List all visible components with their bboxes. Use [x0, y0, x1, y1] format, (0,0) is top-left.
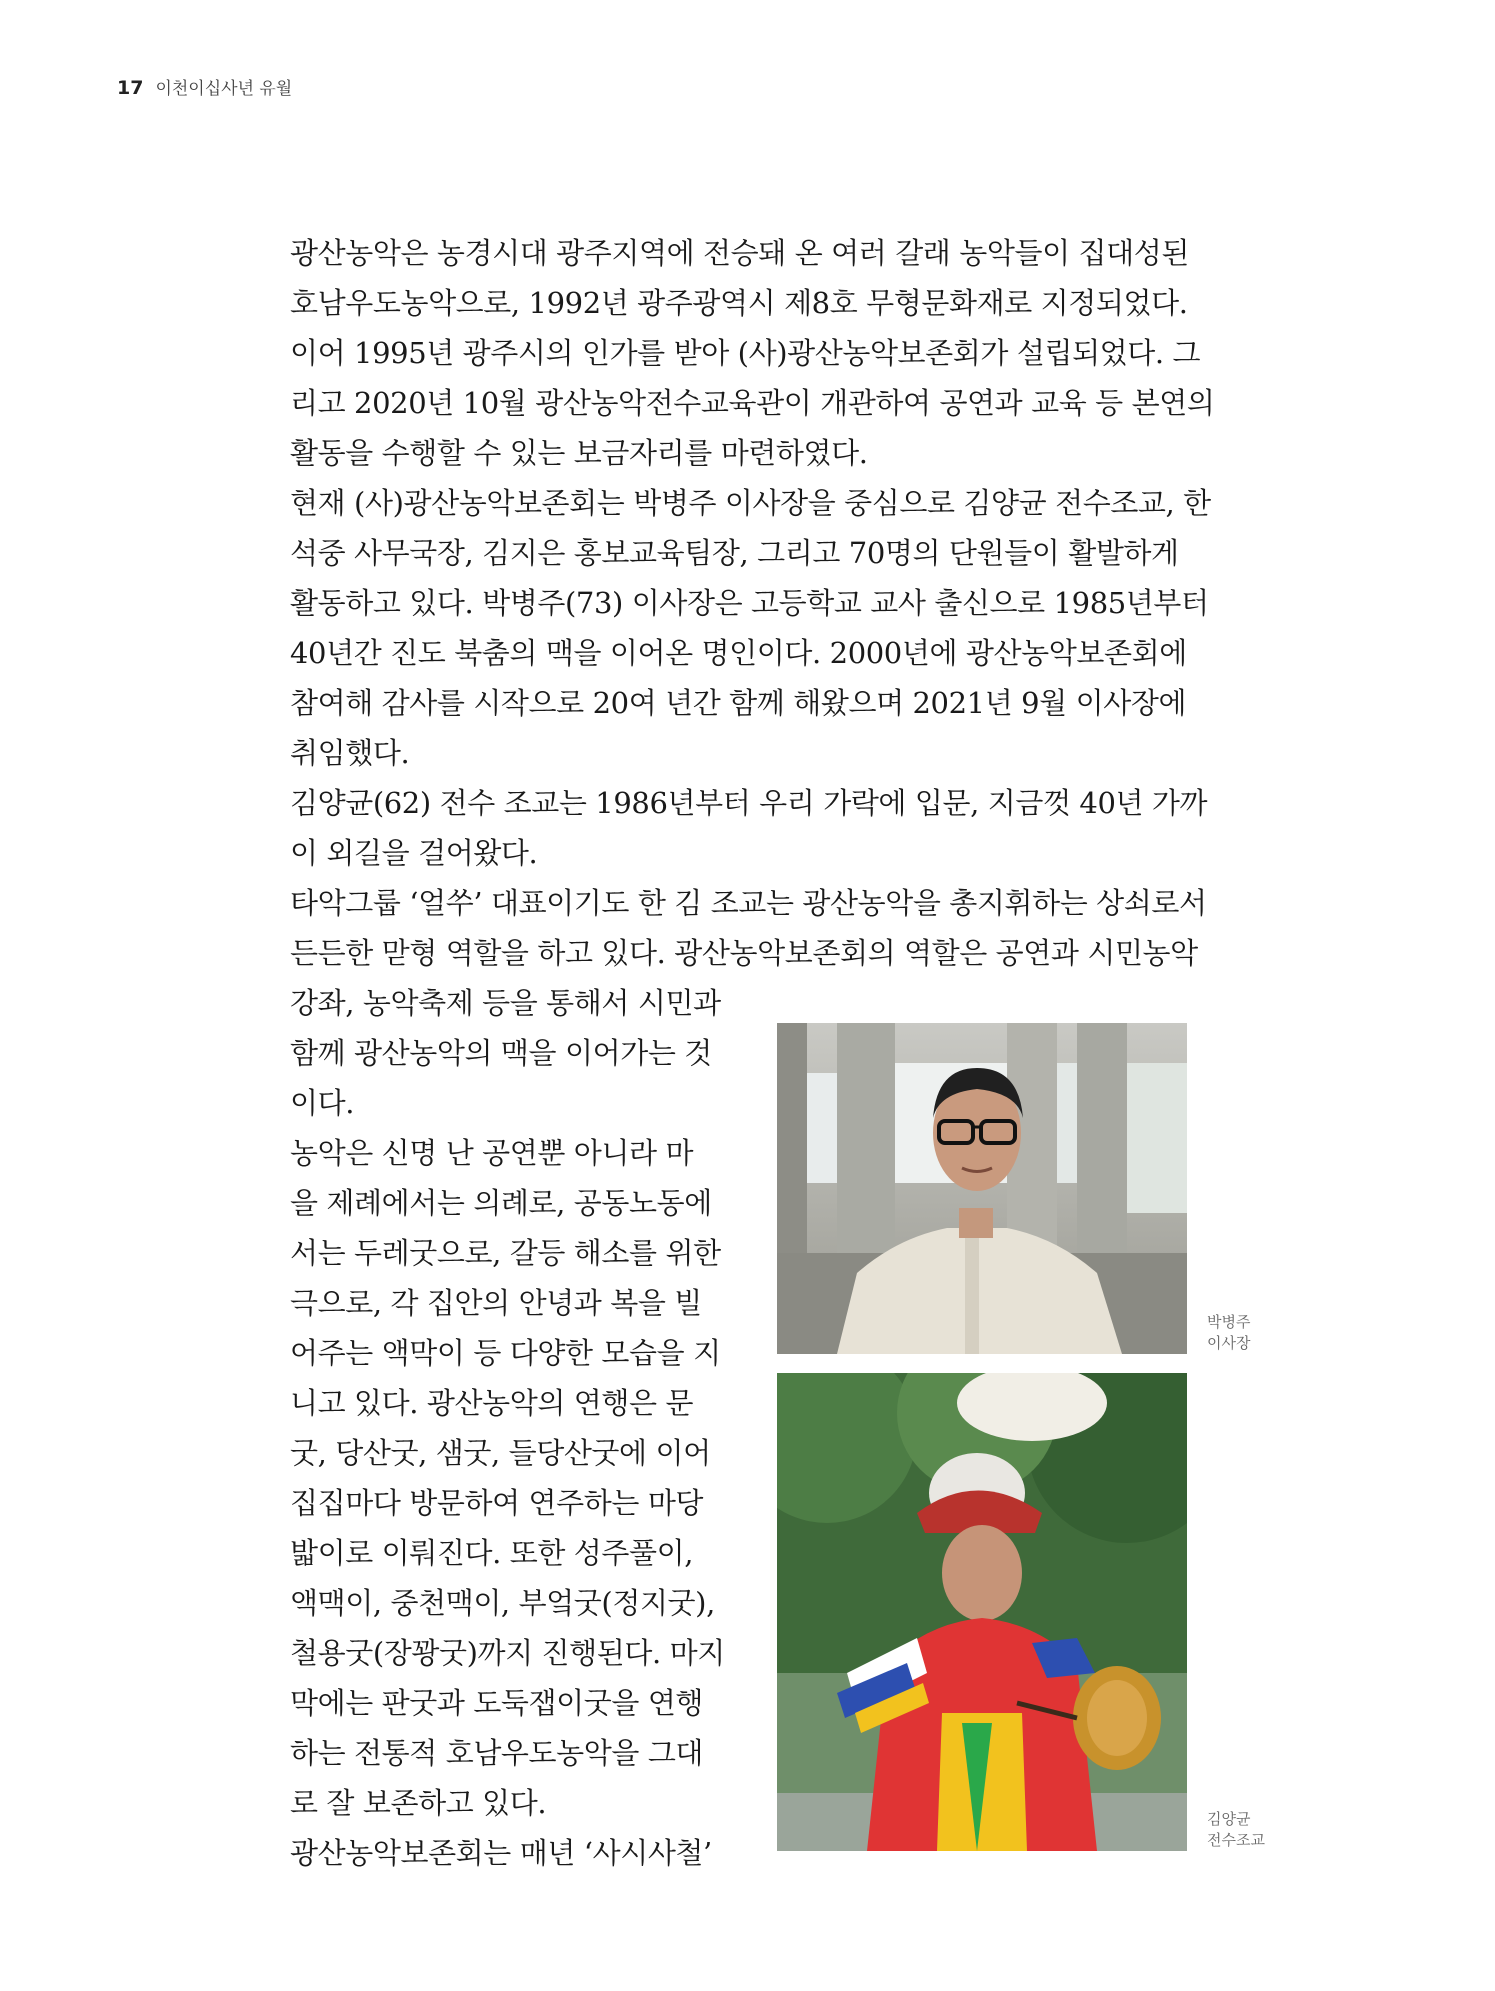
text-line: 광산농악은 농경시대 광주지역에 전승돼 온 여러 갈래 농악들이 집대성된	[290, 236, 1189, 270]
paragraph	[290, 228, 1215, 478]
caption-name: 김양균	[1207, 1810, 1251, 1828]
photo-park-byeongju	[777, 1023, 1187, 1354]
paragraph	[290, 978, 730, 1128]
text-line: 밟이로 이뤄진다. 또한 성주풀이,	[290, 1536, 694, 1570]
text-line: 을 제례에서는 의례로, 공동노동에	[290, 1186, 712, 1220]
text-line: 함께 광산농악의 맥을 이어가는 것	[290, 1036, 712, 1070]
text-line: 농악은 신명 난 공연뿐 아니라 마	[290, 1136, 694, 1170]
performer-illustration	[777, 1373, 1187, 1851]
text-line: 막에는 판굿과 도둑잽이굿을 연행	[290, 1686, 704, 1720]
paragraph	[290, 478, 1211, 778]
paragraph	[290, 1128, 730, 1828]
text-line: 액맥이, 중천맥이, 부엌굿(정지굿),	[290, 1586, 715, 1620]
text-line: 하는 전통적 호남우도농악을 그대	[290, 1736, 704, 1770]
text-line: 호남우도농악으로, 1992년 광주광역시 제8호 무형문화재로 지정되었다.	[290, 286, 1188, 320]
text-line: 석중 사무국장, 김지은 홍보교육팀장, 그리고 70명의 단원들이 활발하게	[290, 536, 1179, 570]
text-line: 리고 2020년 10월 광산농악전수교육관이 개관하여 공연과 교육 등 본연의	[290, 386, 1215, 420]
text-line: 활동을 수행할 수 있는 보금자리를 마련하였다.	[290, 436, 868, 470]
text-line: 김양균(62) 전수 조교는 1986년부터 우리 가락에 입문, 지금껏 40년 가까	[290, 786, 1208, 820]
text-line: 강좌, 농악축제 등을 통해서 시민과	[290, 986, 721, 1020]
text-line: 40년간 진도 북춤의 맥을 이어온 명인이다. 2000년에 광산농악보존회에	[290, 636, 1187, 670]
text-line: 활동하고 있다. 박병주(73) 이사장은 고등학교 교사 출신으로 1985년부터	[290, 586, 1209, 620]
caption-park-byeongju	[1207, 1312, 1250, 1354]
portrait-illustration	[777, 1023, 1187, 1354]
text-line: 이어 1995년 광주시의 인가를 받아 (사)광산농악보존회가 설립되었다. 그	[290, 336, 1201, 370]
running-header	[117, 74, 292, 99]
text-line: 타악그룹 ‘얼쑤’ 대표이기도 한 김 조교는 광산농악을 총지휘하는 상쇠로서	[290, 886, 1207, 920]
paragraph	[290, 878, 1207, 978]
text-line: 굿, 당산굿, 샘굿, 들당산굿에 이어	[290, 1436, 711, 1470]
text-line: 집집마다 방문하여 연주하는 마당	[290, 1486, 704, 1520]
text-line: 니고 있다. 광산농악의 연행은 문	[290, 1386, 694, 1420]
photo-kim-yanggyun	[777, 1373, 1187, 1851]
running-title: 이천이십사년 유월	[155, 79, 293, 99]
caption-name: 박병주	[1207, 1313, 1251, 1331]
text-line: 든든한 맏형 역할을 하고 있다. 광산농악보존회의 역할은 공연과 시민농악	[290, 936, 1198, 970]
caption-kim-yanggyun	[1207, 1809, 1265, 1851]
paragraph	[290, 1828, 730, 1878]
text-line: 어주는 액막이 등 다양한 모습을 지	[290, 1336, 721, 1370]
page-number: 17	[117, 77, 144, 99]
text-line: 현재 (사)광산농악보존회는 박병주 이사장을 중심으로 김양균 전수조교, 한	[290, 486, 1211, 520]
text-line: 극으로, 각 집안의 안녕과 복을 빌	[290, 1286, 702, 1320]
text-line: 이다.	[290, 1086, 355, 1120]
article-body-narrow-column	[290, 978, 730, 1878]
caption-title: 전수조교	[1207, 1831, 1265, 1849]
caption-title: 이사장	[1207, 1334, 1251, 1352]
text-line: 이 외길을 걸어왔다.	[290, 836, 538, 870]
text-line: 광산농악보존회는 매년 ‘사시사철’	[290, 1836, 712, 1870]
article-body-full-width	[290, 228, 1215, 978]
text-line: 취임했다.	[290, 736, 410, 770]
text-line: 참여해 감사를 시작으로 20여 년간 함께 해왔으며 2021년 9월 이사장에	[290, 686, 1187, 720]
text-line: 철용굿(장꽝굿)까지 진행된다. 마지	[290, 1636, 725, 1670]
paragraph	[290, 778, 1208, 878]
text-line: 로 잘 보존하고 있다.	[290, 1786, 547, 1820]
text-line: 서는 두레굿으로, 갈등 해소를 위한	[290, 1236, 721, 1270]
